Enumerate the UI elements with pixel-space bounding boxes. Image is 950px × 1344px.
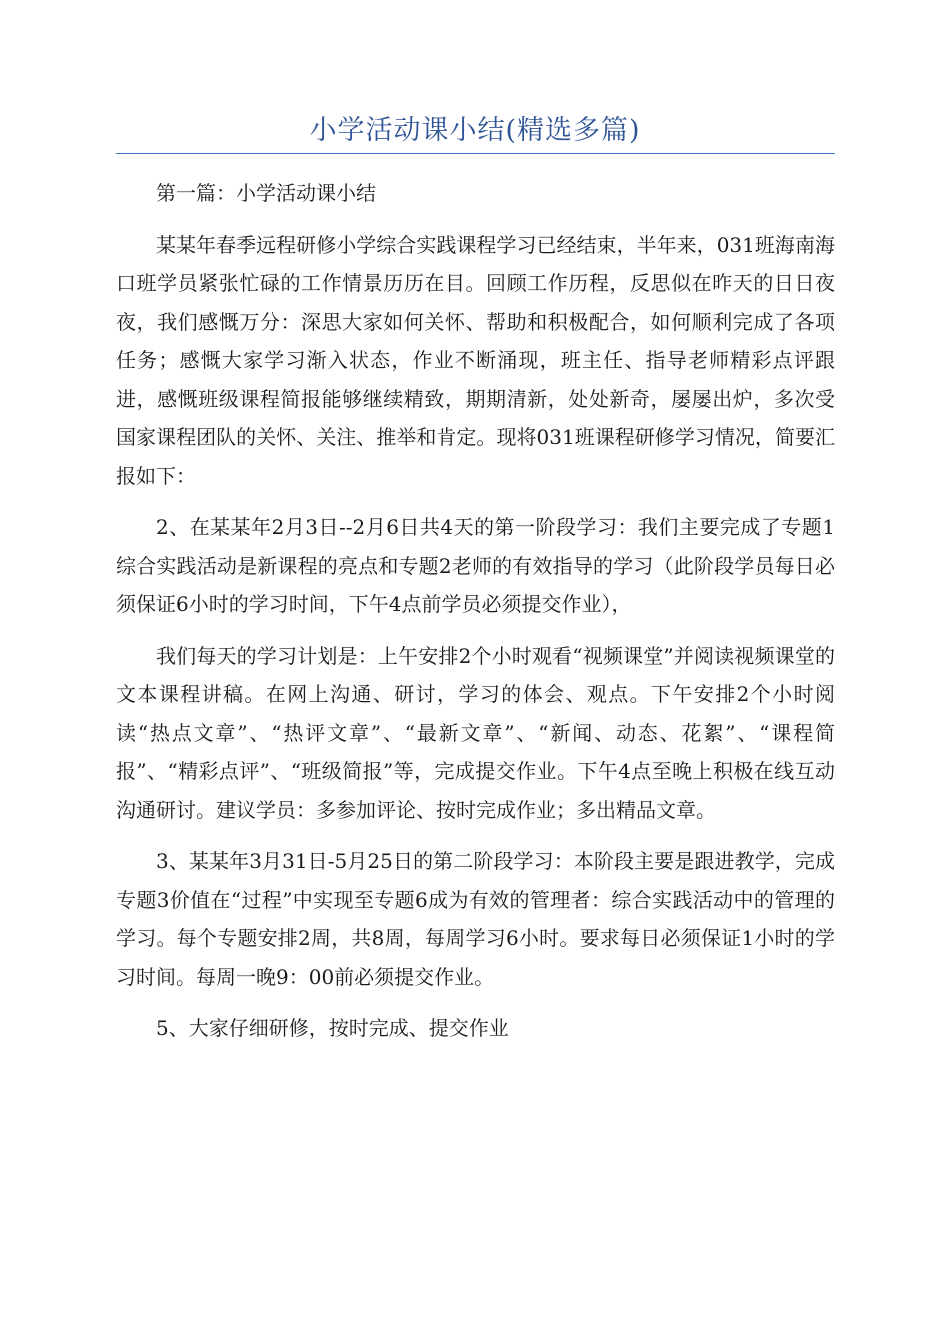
paragraph-4: 3、某某年3月31日-5月25日的第二阶段学习：本阶段主要是跟进教学，完成专题3价值在“过程”中实现至专题6成为有效的管理者：综合实践活动中的管理的学习。每个专题安排2周，共8周，每周学习6小时。要求每日必须保证1小时的学习时间。每周一晚9：00前必须提交作业。: [116, 849, 835, 989]
document-title: 小学活动课小结(精选多篇): [309, 115, 641, 146]
document-body: [116, 174, 835, 1048]
paragraph-2: 2、在某某年2月3日--2月6日共4天的第一阶段学习：我们主要完成了专题1综合实践活动是新课程的亮点和专题2老师的有效指导的学习（此阶段学员每日必须保证6小时的学习时间，下午4点前学员必须提交作业），: [116, 515, 835, 616]
paragraph-5: 5、大家仔细研修，按时完成、提交作业: [156, 1016, 509, 1040]
title-underline: [116, 153, 835, 154]
section-heading: 第一篇：小学活动课小结: [156, 181, 376, 205]
paragraph-3: 我们每天的学习计划是：上午安排2个小时观看“视频课堂”并阅读视频课堂的文本课程讲稿。在网上沟通、研讨，学习的体会、观点。下午安排2个小时阅读“热点文章”、“热评文章”、“最新文章”、“新闻、动态、花絮”、“课程简报”、“精彩点评”、“班级简报”等，完成提交作业。下午4点至晚上积极在线互动沟通研讨。建议学员：多参加评论、按时完成作业；多出精品文章。: [116, 643, 835, 822]
paragraph-1: 某某年春季远程研修小学综合实践课程学习已经结束，半年来，031班海南海口班学员紧张忙碌的工作情景历历在目。回顾工作历程，反思似在昨天的日日夜夜，我们感慨万分：深思大家如何关怀、帮助和积极配合，如何顺利完成了各项任务；感慨大家学习渐入状态，作业不断涌现，班主任、指导老师精彩点评跟进，感慨班级课程简报能够继续精致，期期清新，处处新奇，屡屡出炉，多次受国家课程团队的关怀、关注、推举和肯定。现将031班课程研修学习情况，简要汇报如下：: [116, 232, 835, 488]
